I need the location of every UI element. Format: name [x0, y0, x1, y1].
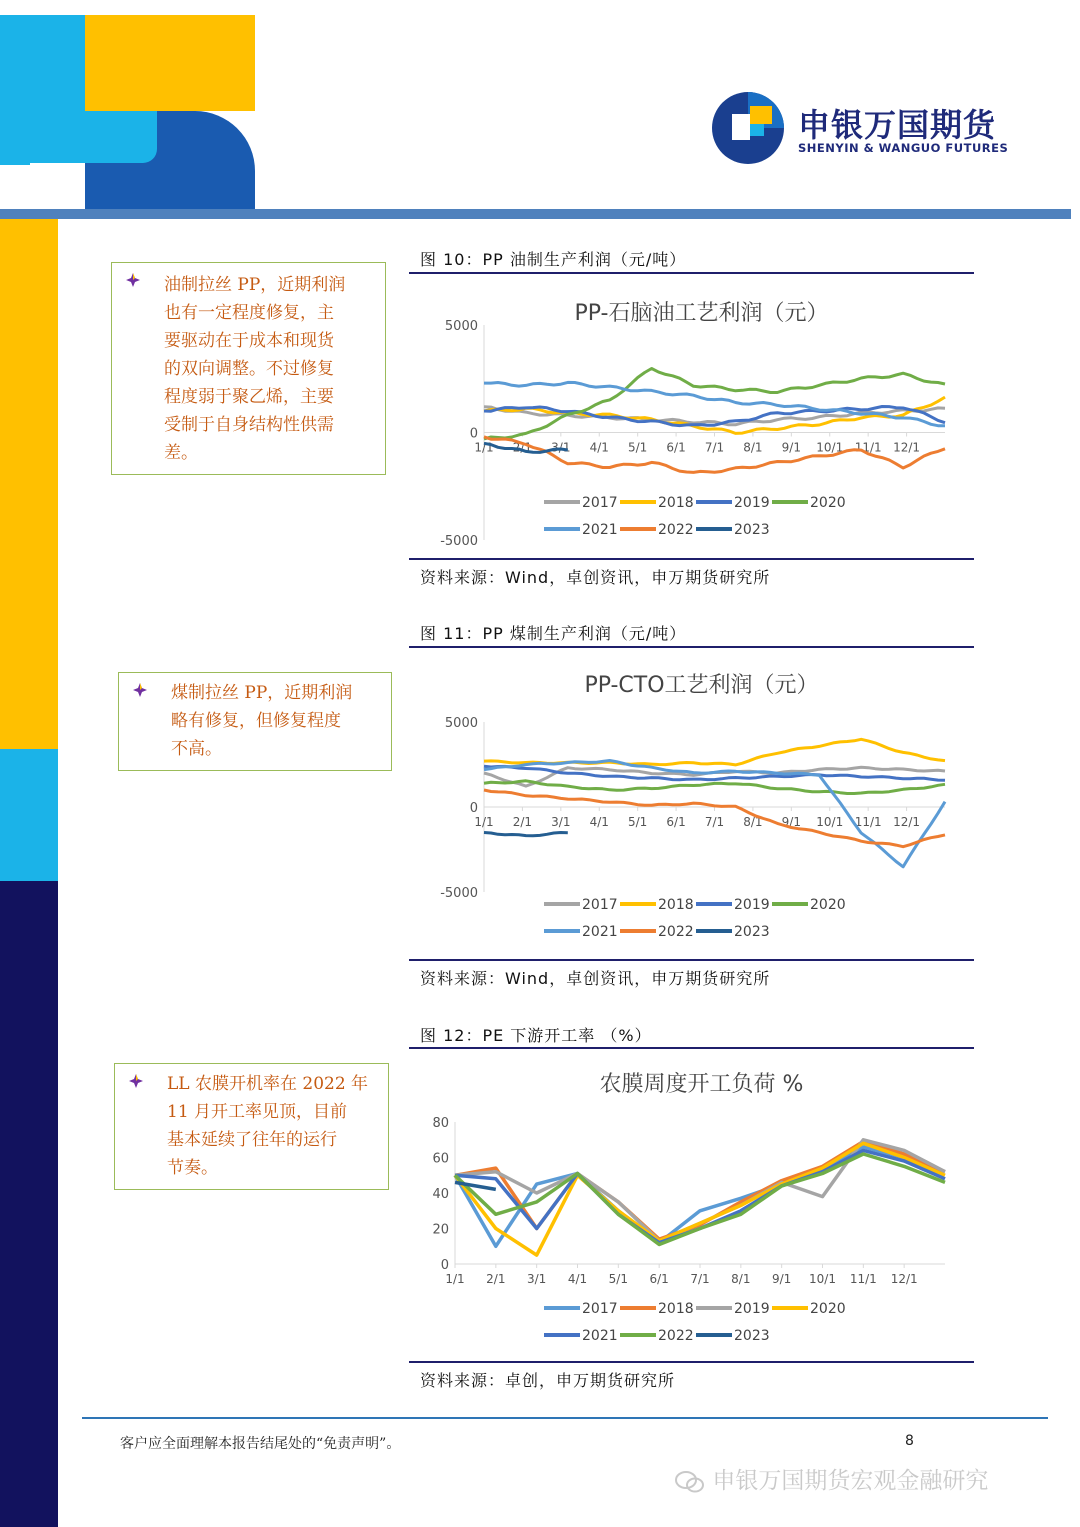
y-tick-label: 5000 — [444, 319, 478, 334]
x-tick-label: 9/1 — [781, 815, 801, 829]
chart-naphtha-profit — [409, 280, 974, 556]
x-tick-label: 4/1 — [567, 1272, 588, 1286]
x-tick-label: 2/1 — [512, 440, 533, 455]
company-logo — [710, 88, 1010, 168]
legend-label: 2023 — [734, 522, 770, 538]
series-line-2017 — [455, 1147, 945, 1246]
legend-label: 2020 — [810, 495, 846, 511]
chart-film-operating-rate — [409, 1055, 974, 1355]
watermark — [675, 1462, 988, 1495]
header-decoration — [0, 0, 260, 209]
legend-label: 2021 — [582, 924, 618, 940]
x-tick-label: 8/1 — [731, 1272, 751, 1286]
diamond-bullet-icon — [133, 683, 147, 697]
chart-title: PP-CTO工艺利润（元） — [584, 673, 819, 698]
note-text: LL 农膜开机率在 2022 年 11 月开工率见顶，目前 基本延续了往年的运行 节奏。 — [167, 1074, 369, 1178]
logo-name-cn: 申银万国期货 — [798, 106, 997, 144]
x-tick-label: 8/1 — [743, 815, 763, 829]
y-tick-label: 0 — [440, 1258, 449, 1273]
legend-label: 2023 — [734, 924, 770, 940]
legend-label: 2019 — [734, 1301, 770, 1317]
x-tick-label: 10/1 — [816, 440, 844, 455]
x-tick-label: 9/1 — [772, 1272, 792, 1286]
x-tick-label: 5/1 — [628, 440, 648, 455]
y-tick-label: 20 — [432, 1222, 449, 1238]
x-tick-label: 4/1 — [589, 440, 609, 455]
diamond-bullet-icon — [129, 1074, 143, 1088]
diamond-bullet-icon — [126, 273, 140, 287]
legend-label: 2020 — [810, 897, 846, 913]
sidebar-yellow-band — [0, 219, 58, 749]
note-text: 油制拉丝 PP，近期利润 也有一定程度修复，主 要驱动在于成本和现货 的双向调整。不过修复 程度弱于聚乙烯，主要 受制于自身结构性供需 差。 — [164, 275, 346, 463]
figure-caption: 图 10：PP 油制生产利润（元/吨） — [420, 250, 687, 269]
y-tick-label: 80 — [432, 1116, 449, 1131]
legend-label: 2017 — [582, 897, 618, 913]
chart-svg — [409, 1055, 974, 1355]
wechat-icon — [675, 1471, 705, 1493]
x-tick-label: 1/1 — [445, 1272, 465, 1286]
figure-caption: 图 12：PE 下游开工率 （%） — [420, 1026, 652, 1045]
footer-disclaimer: 客户应全面理解本报告结尾处的“免责声明”。 — [120, 1436, 401, 1452]
legend-label: 2017 — [582, 495, 618, 511]
legend-label: 2022 — [658, 924, 694, 940]
legend-label: 2021 — [582, 1328, 618, 1344]
legend-label: 2019 — [734, 495, 770, 511]
x-tick-label: 3/1 — [551, 440, 571, 455]
x-tick-label: 7/1 — [704, 440, 725, 455]
x-tick-label: 8/1 — [743, 440, 763, 455]
x-tick-label: 2/1 — [512, 815, 533, 829]
legend-label: 2019 — [734, 897, 770, 913]
y-tick-label: 5000 — [444, 716, 478, 731]
figure-source: 资料来源：卓创，申万期货研究所 — [420, 1371, 676, 1390]
chart-title: 农膜周度开工负荷 % — [599, 1072, 804, 1097]
legend-label: 2021 — [582, 522, 618, 538]
y-tick-label: -5000 — [440, 534, 478, 549]
x-tick-label: 6/1 — [649, 1272, 669, 1286]
chart-svg — [409, 654, 974, 954]
x-tick-label: 9/1 — [781, 440, 801, 455]
x-tick-label: 12/1 — [890, 1272, 918, 1286]
series-line-2020 — [484, 781, 945, 794]
y-tick-label: 60 — [432, 1151, 449, 1167]
legend-label: 2017 — [582, 1301, 618, 1317]
x-tick-label: 2/1 — [486, 1272, 506, 1286]
legend-label: 2018 — [658, 897, 694, 913]
y-tick-label: 40 — [432, 1187, 449, 1202]
figure-bottom-rule — [409, 959, 974, 961]
figure-source: 资料来源：Wind，卓创资讯，申万期货研究所 — [420, 969, 771, 988]
logo-mark-icon — [710, 88, 790, 168]
series-line-2023 — [484, 833, 568, 836]
note-box — [114, 1063, 389, 1190]
legend-label: 2018 — [658, 1301, 694, 1317]
chart-svg — [409, 280, 974, 556]
figure-top-rule — [409, 1047, 974, 1049]
sidebar-navy-band — [0, 881, 58, 1527]
x-tick-label: 12/1 — [893, 440, 921, 455]
x-tick-label: 1/1 — [474, 440, 494, 455]
y-tick-label: 0 — [469, 426, 478, 442]
legend-label: 2023 — [734, 1328, 770, 1344]
series-line-2021 — [484, 382, 945, 425]
note-box — [118, 672, 392, 771]
x-tick-label: 7/1 — [690, 1272, 710, 1286]
figure-caption: 图 11：PP 煤制生产利润（元/吨） — [420, 624, 687, 643]
logo-name-en: SHENYIN & WANGUO FUTURES — [798, 141, 1009, 155]
y-tick-label: 0 — [469, 801, 478, 816]
figure-top-rule — [409, 272, 974, 274]
header-divider — [0, 209, 1071, 219]
series-line-2018 — [484, 739, 945, 765]
chart-cto-profit — [409, 654, 974, 954]
x-tick-label: 4/1 — [589, 815, 609, 829]
x-tick-label: 5/1 — [628, 815, 648, 829]
note-text: 煤制拉丝 PP，近期利润 略有修复，但修复程度 不高。 — [171, 683, 353, 759]
y-tick-label: -5000 — [440, 886, 478, 901]
x-tick-label: 3/1 — [527, 1272, 547, 1286]
watermark-text: 申银万国期货宏观金融研究 — [712, 1468, 989, 1494]
chart-title: PP-石脑油工艺利润（元） — [574, 301, 829, 326]
figure-bottom-rule — [409, 558, 974, 560]
x-tick-label: 6/1 — [666, 815, 686, 829]
figure-top-rule — [409, 646, 974, 648]
footer-divider — [82, 1417, 1048, 1419]
x-tick-label: 3/1 — [551, 815, 571, 829]
x-tick-label: 1/1 — [474, 815, 494, 829]
x-tick-label: 11/1 — [849, 1272, 877, 1286]
x-tick-label: 11/1 — [854, 815, 882, 829]
legend-label: 2022 — [658, 1328, 694, 1344]
sidebar-cyan-band — [0, 749, 58, 881]
note-box — [111, 262, 386, 475]
x-tick-label: 5/1 — [608, 1272, 628, 1286]
x-tick-label: 12/1 — [893, 815, 921, 829]
x-tick-label: 6/1 — [666, 440, 686, 455]
figure-source: 资料来源：Wind，卓创资讯，申万期货研究所 — [420, 568, 771, 587]
legend-label: 2018 — [658, 495, 694, 511]
x-tick-label: 10/1 — [816, 815, 844, 829]
x-tick-label: 7/1 — [704, 815, 725, 829]
legend-label: 2022 — [658, 522, 694, 538]
x-tick-label: 10/1 — [809, 1272, 836, 1286]
page-number: 8 — [905, 1433, 914, 1449]
legend-label: 2020 — [810, 1301, 846, 1317]
figure-bottom-rule — [409, 1361, 974, 1363]
x-tick-label: 11/1 — [854, 440, 882, 455]
